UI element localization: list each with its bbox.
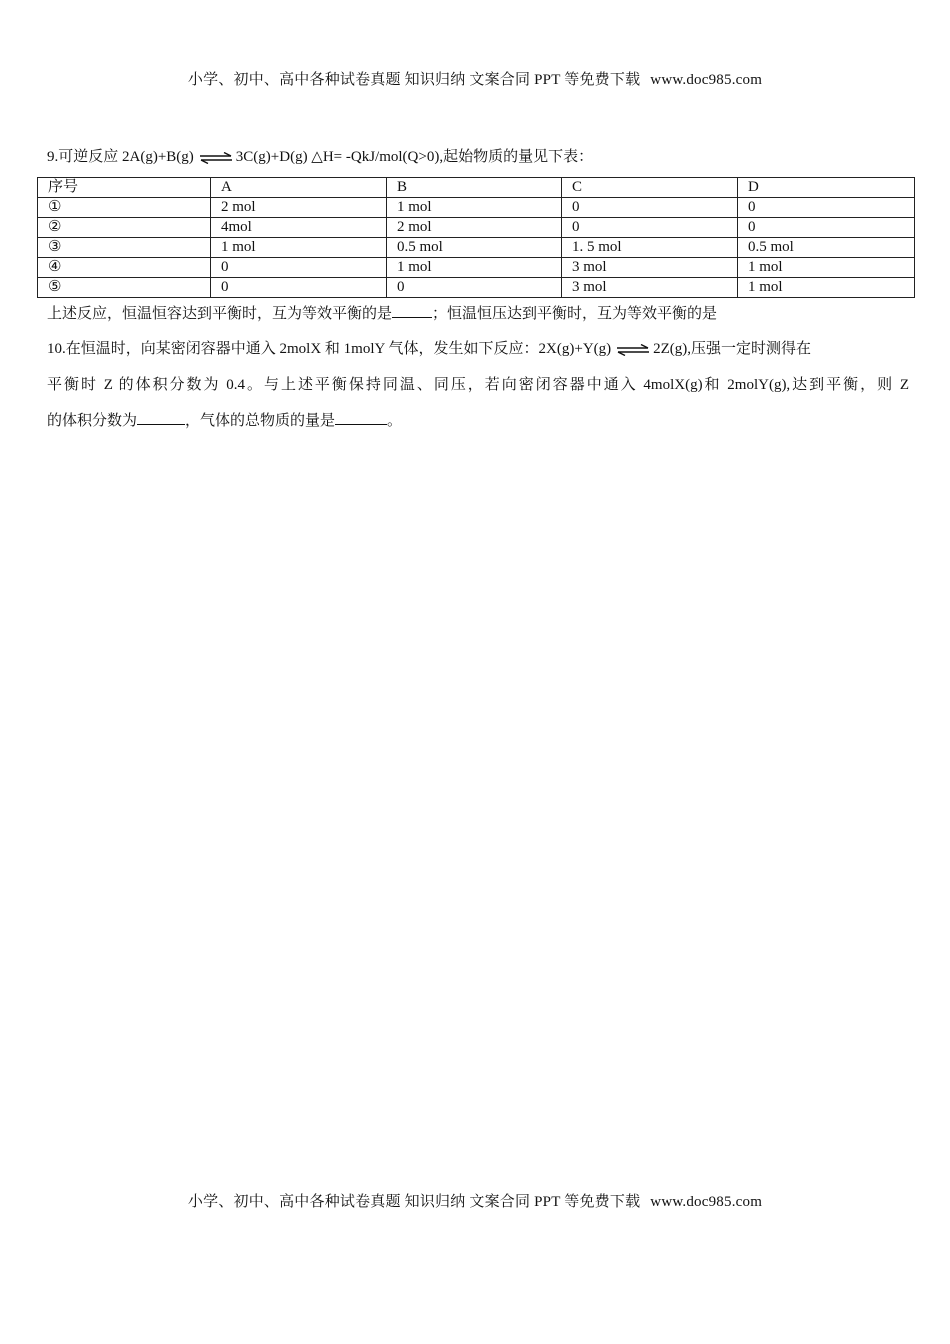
table-cell: 4mol	[211, 218, 387, 238]
q9-prompt-part1: 上述反应，恒温恒容达到平衡时，互为等效平衡的是	[47, 306, 393, 322]
table-row	[38, 278, 915, 298]
table-header-cell: D	[738, 178, 915, 198]
q10-line3-part1: 的体积分数为	[47, 413, 138, 429]
page-header	[0, 68, 950, 89]
table-cell: 3 mol	[562, 258, 738, 278]
reversible-arrow-icon	[199, 152, 233, 164]
question-9-prompt	[47, 302, 717, 323]
q10-text-prefix: 10.在恒温时，向某密闭容器中通入 2molX 和 1molY 气体，发生如下反应：2X(g)+Y(g)	[47, 341, 612, 357]
table-cell: 0	[387, 278, 562, 298]
table-cell: 0	[738, 218, 915, 238]
table-header-row	[38, 178, 915, 198]
table-row	[38, 218, 915, 238]
table-cell: 0.5 mol	[738, 238, 915, 258]
table-cell: 1 mol	[211, 238, 387, 258]
table-cell: 0	[562, 218, 738, 238]
header-url[interactable]: www.doc985.com	[650, 72, 763, 88]
table-cell: 1 mol	[738, 258, 915, 278]
table-row	[38, 238, 915, 258]
answer-blank[interactable]	[137, 410, 185, 425]
table-cell: 0	[562, 198, 738, 218]
q10-line3-part3: 。	[387, 413, 403, 429]
q9-reaction-prefix: 9.可逆反应 2A(g)+B(g)	[47, 149, 194, 165]
initial-amounts-table	[37, 177, 915, 298]
q10-line-1	[47, 338, 909, 374]
table-row	[38, 198, 915, 218]
table-cell: 1. 5 mol	[562, 238, 738, 258]
question-10	[47, 338, 909, 446]
q9-reaction-suffix: 3C(g)+D(g) △H= -QkJ/mol(Q>0),起始物质的量见下表：	[235, 149, 594, 165]
table-cell: 0	[738, 198, 915, 218]
q10-line-2: 平衡时 Z 的体积分数为 0.4。与上述平衡保持同温、同压，若向密闭容器中通入 4molX(g)和 2molY(g),达到平衡，则 Z	[47, 377, 909, 393]
table-cell: 1 mol	[738, 278, 915, 298]
table-header-cell: B	[387, 178, 562, 198]
table-cell: ⑤	[38, 278, 211, 298]
table-cell: 3 mol	[562, 278, 738, 298]
page-footer	[0, 1190, 950, 1211]
table-cell: 0	[211, 258, 387, 278]
table-cell: 1 mol	[387, 198, 562, 218]
answer-blank[interactable]	[335, 410, 387, 425]
table-cell: 1 mol	[387, 258, 562, 278]
table-header-cell: A	[211, 178, 387, 198]
table-row	[38, 258, 915, 278]
table-cell: ③	[38, 238, 211, 258]
table-header-cell: C	[562, 178, 738, 198]
footer-url[interactable]: www.doc985.com	[650, 1194, 763, 1210]
q10-line3-part2: ，气体的总物质的量是	[185, 413, 336, 429]
question-9-stem	[47, 145, 593, 166]
table-cell: ④	[38, 258, 211, 278]
table-cell: ②	[38, 218, 211, 238]
reversible-arrow-icon	[616, 344, 650, 356]
table-header-cell: 序号	[38, 178, 211, 198]
q9-prompt-part2: ；恒温恒压达到平衡时，互为等效平衡的是	[432, 306, 718, 322]
header-text: 小学、初中、高中各种试卷真题 知识归纳 文案合同 PPT 等免费下载	[187, 72, 641, 88]
table-cell: 0.5 mol	[387, 238, 562, 258]
table-cell: 0	[211, 278, 387, 298]
table-cell: 2 mol	[211, 198, 387, 218]
footer-text: 小学、初中、高中各种试卷真题 知识归纳 文案合同 PPT 等免费下载	[187, 1194, 641, 1210]
q10-line-3	[47, 410, 909, 446]
q10-text-suffix: 2Z(g),压强一定时测得在	[653, 341, 812, 357]
table-cell: ①	[38, 198, 211, 218]
table-cell: 2 mol	[387, 218, 562, 238]
answer-blank[interactable]	[392, 303, 432, 318]
